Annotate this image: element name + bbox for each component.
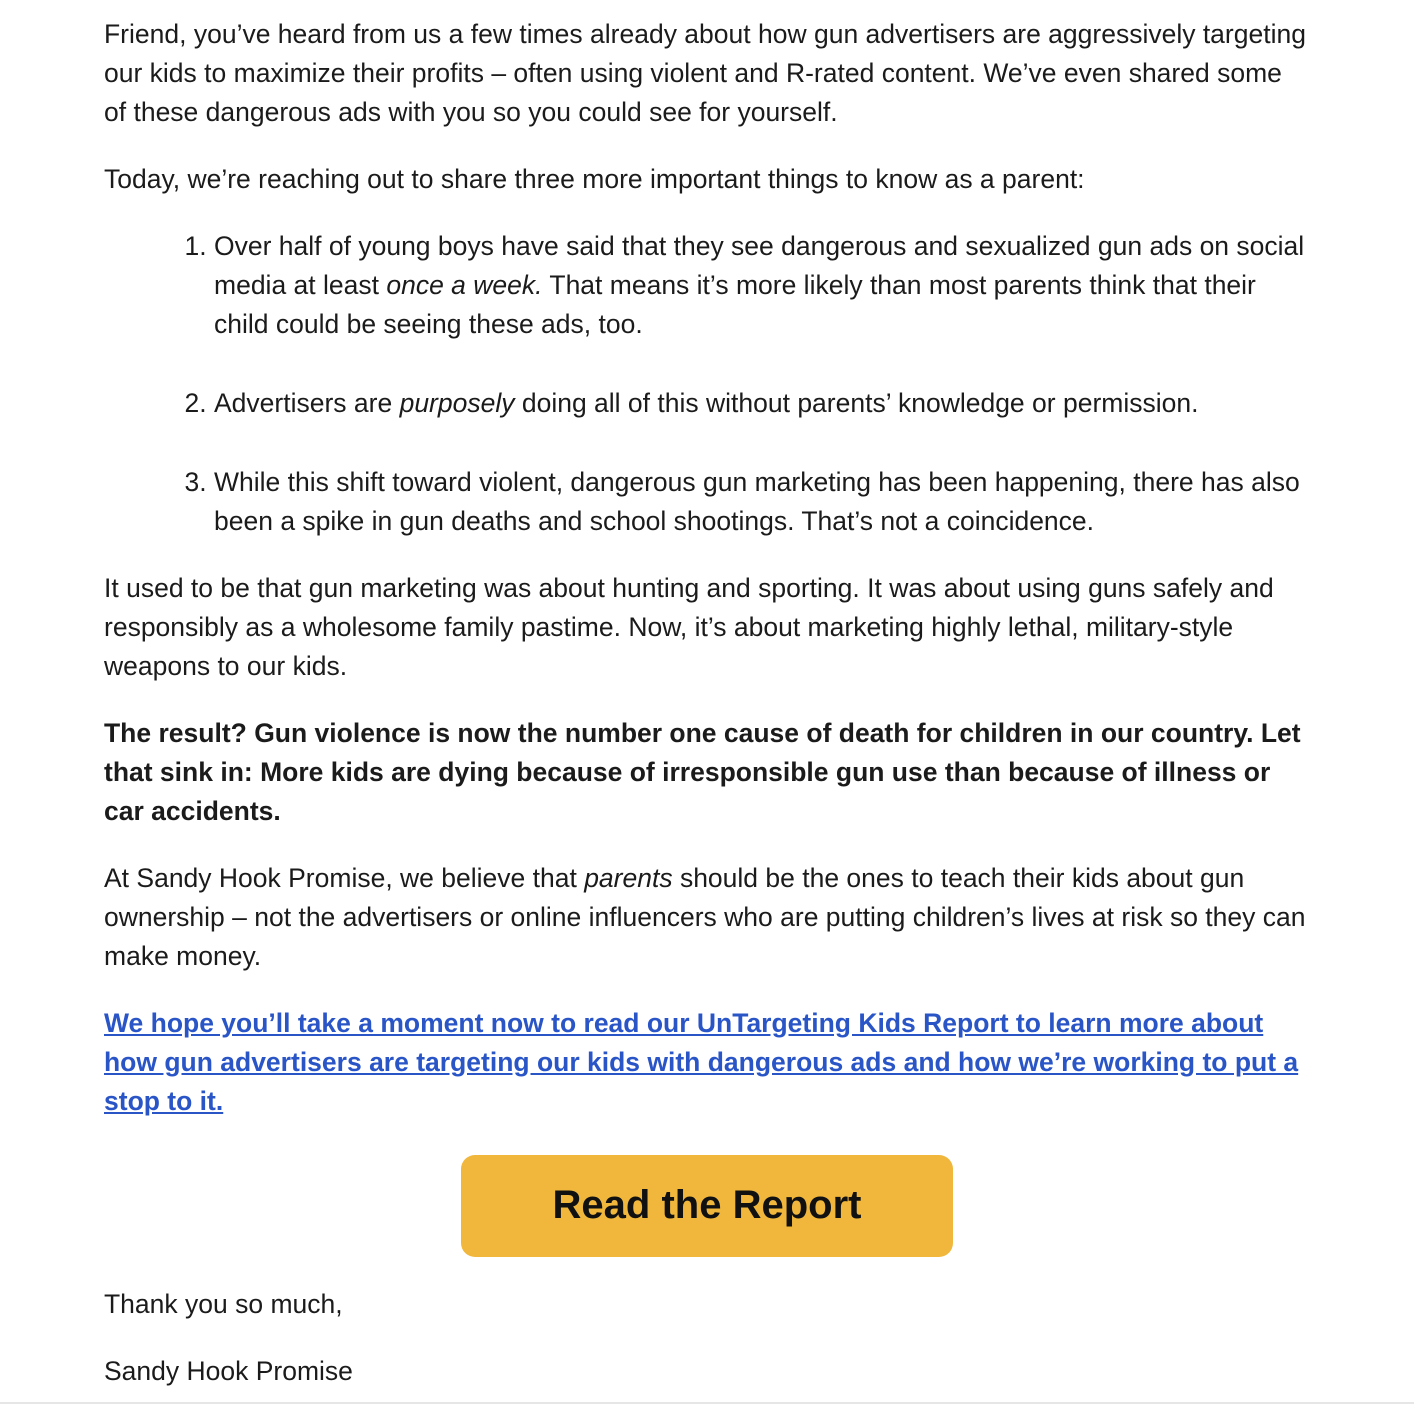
important-points-list [104,227,1310,541]
belief-paragraph [104,859,1310,976]
report-link-paragraph [104,1004,1310,1121]
history-paragraph: It used to be that gun marketing was about hunting and sporting. It was about using guns safely and responsibly as a wholesome family pastime. Now, it’s about marketing highly lethal, military-style weapons to our kids. [104,573,1274,681]
intro-paragraph: Friend, you’ve heard from us a few times already about how gun advertisers are aggressively targeting our kids to maximize their profits – often using violent and R-rated content. We’ve even shared some of these dangerous ads with you so you could see for yourself. [104,19,1306,127]
email-content [104,15,1310,1391]
list-item-text: Advertisers are [214,388,400,418]
list-item [214,384,1310,423]
belief-text: At Sandy Hook Promise, we believe that [104,863,585,893]
list-item-text: Over half of young boys have said that they see dangerous and sexualized gun ads on social media at least [214,231,1305,300]
list-item [214,463,1310,541]
intro-lead-in: Today, we’re reaching out to share three more important things to know as a parent: [104,164,1085,194]
list-item-text: That means it’s more likely than most parents think that their child could be seeing these ads, too. [214,270,1256,339]
key-statistic-paragraph: The result? Gun violence is now the number one cause of death for children in our country. Let that sink in: More kids are dying because of irresponsible gun use than because of illness or car accidents. [104,718,1301,826]
list-item-emphasis: once a week. [386,270,543,300]
signature: Sandy Hook Promise [104,1356,353,1386]
list-item-emphasis: purposely [399,388,515,418]
read-report-button[interactable]: Read the Report [461,1155,953,1257]
belief-text: should be the ones to teach their kids about gun ownership – not the advertisers or online influencers who are putting children’s lives at risk so they can make money. [104,863,1306,971]
list-item-text: While this shift toward violent, dangerous gun marketing has been happening, there has also been a spike in gun deaths and school shootings. That’s not a coincidence. [214,467,1300,536]
list-item [214,227,1310,344]
list-item-text: doing all of this without parents’ knowledge or permission. [514,388,1199,418]
belief-emphasis: parents [584,863,673,893]
report-link[interactable]: We hope you’ll take a moment now to read our UnTargeting Kids Report to learn more about how gun advertisers are targeting our kids with dangerous ads and how we’re working to put a stop to it. [104,1008,1299,1116]
closing-thanks: Thank you so much, [104,1289,343,1319]
cta-container [104,1155,1310,1257]
